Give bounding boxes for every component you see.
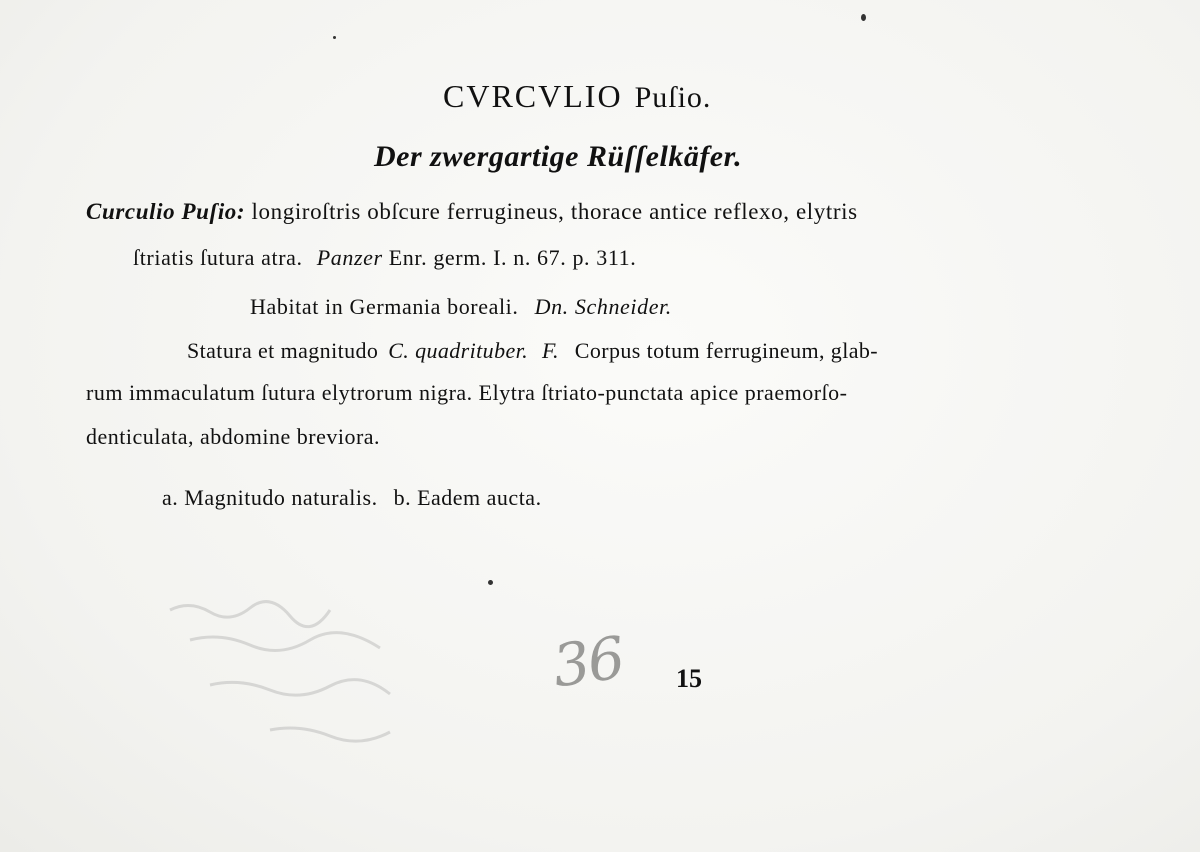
title-species: Puſio.: [634, 81, 712, 114]
ink-speck: [488, 580, 493, 585]
statura-f: F.: [541, 338, 559, 363]
description-text-1: longiroſtris obſcure ferrugineus, thorace antice reflexo, elytris: [251, 199, 858, 224]
page-number: 15: [676, 664, 702, 693]
legend-b: b. Eadem aucta.: [393, 485, 542, 510]
page-subtitle: Der zwergartige Rüſſelkäfer.: [374, 140, 743, 173]
ink-speck: [333, 36, 336, 39]
habitat-line: [250, 294, 672, 320]
legend-a: a. Magnitudo naturalis.: [162, 485, 378, 510]
statura-line-2: rum immaculatum ſutura elytrorum nigra. Elytra ſtriato-punctata apice praemorſo-: [86, 380, 848, 405]
page-title: [443, 78, 711, 115]
ink-speck: [861, 14, 866, 21]
statura-line-3: denticulata, abdomine breviora.: [86, 424, 381, 449]
reference-author: Panzer: [316, 245, 383, 270]
habitat-source: Dn. Schneider.: [534, 294, 672, 319]
statura-line-1: [187, 338, 878, 364]
description-line-1: [86, 199, 858, 225]
description-line-2: [133, 245, 636, 271]
statura-comparison: C. quadrituber.: [388, 338, 529, 363]
species-name: Curculio Puſio:: [86, 199, 246, 224]
figure-legend: [162, 485, 542, 511]
statura-text-1a: Statura et magnitudo: [187, 338, 379, 363]
habitat-text: Habitat in Germania boreali.: [250, 294, 519, 319]
bleed-through-marks: [150, 590, 430, 770]
description-text-2: ſtriatis ſutura atra.: [133, 245, 303, 270]
statura-text-1b: Corpus totum ferrugineum, glab-: [574, 338, 879, 363]
handwritten-number: 36: [548, 623, 628, 701]
reference-text: Enr. germ. I. n. 67. p. 311.: [388, 245, 637, 270]
title-genus: CVRCVLIO: [443, 78, 623, 114]
